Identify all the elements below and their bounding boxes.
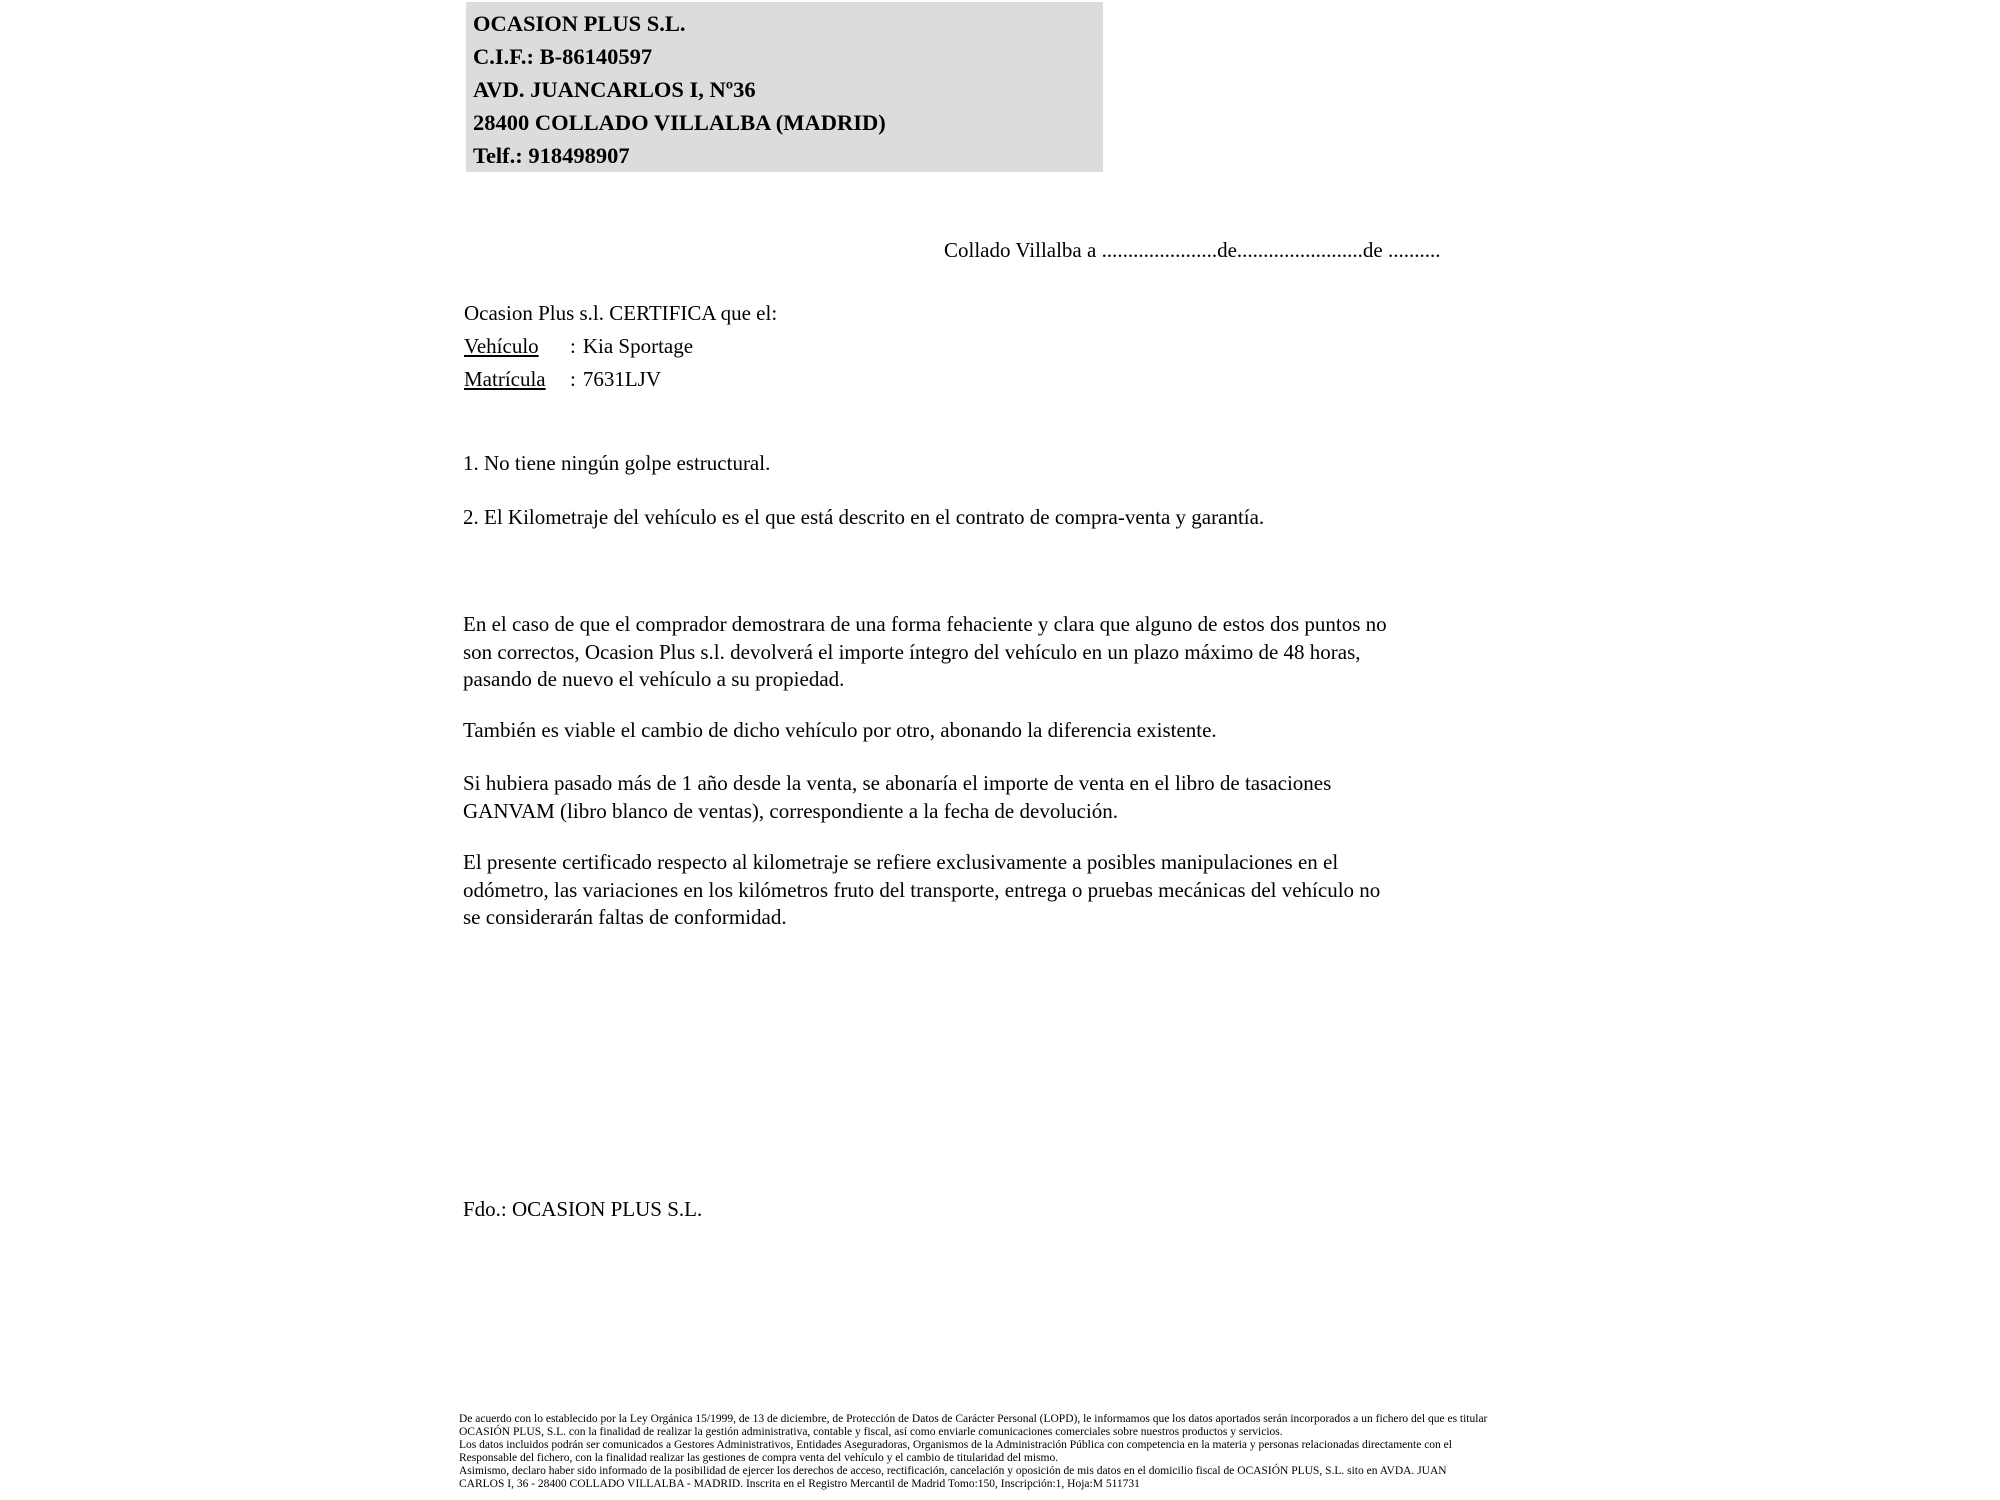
- plate-field-row: [464, 363, 777, 396]
- plate-field-value: 7631LJV: [582, 367, 662, 391]
- company-header-block: [466, 2, 1103, 172]
- certification-block: [464, 297, 777, 396]
- certifies-intro: Ocasion Plus s.l. CERTIFICA que el:: [464, 301, 778, 325]
- paragraph-line: se considerarán faltas de conformidad.: [463, 905, 787, 929]
- vehicle-field-value: Kia Sportage: [582, 334, 694, 358]
- paragraph-line: En el caso de que el comprador demostrara de una forma fehaciente y clara que alguno de estos dos puntos no: [463, 612, 1387, 636]
- company-name: OCASION PLUS S.L.: [473, 11, 686, 36]
- paragraph-line: son correctos, Ocasion Plus s.l. devolverá el importe íntegro del vehículo en un plazo máximo de 48 horas,: [463, 639, 1361, 664]
- vehicle-field-separator: :: [570, 334, 576, 358]
- company-city: 28400 COLLADO VILLALBA (MADRID): [473, 110, 886, 135]
- vehicle-field-row: [464, 330, 777, 363]
- ganvam-paragraph: [463, 770, 1331, 825]
- legal-footer: [459, 1413, 1487, 1490]
- plate-field-label: Matrícula: [464, 367, 546, 391]
- paragraph-line: También es viable el cambio de dicho vehículo por otro, abonando la diferencia existente.: [463, 718, 1217, 742]
- plate-field-separator: :: [570, 367, 576, 391]
- company-cif: C.I.F.: B-86140597: [473, 44, 653, 69]
- exchange-paragraph: [463, 717, 1217, 745]
- vehicle-field-label: Vehículo: [464, 334, 539, 358]
- odometer-disclaimer-paragraph: [463, 849, 1380, 932]
- legal-footer-line: Los datos incluidos podrán ser comunicados a Gestores Administrativos, Entidades Aseguradoras, Organismos de la Administración Pública con competencia en la materia y personas relacionadas directamente con el: [459, 1438, 1452, 1451]
- certified-point-1: 1. No tiene ningún golpe estructural.: [463, 451, 771, 475]
- paragraph-line: El presente certificado respecto al kilometraje se refiere exclusivamente a posibles manipulaciones en el: [463, 850, 1339, 874]
- signature-line: Fdo.: OCASION PLUS S.L.: [463, 1197, 703, 1221]
- legal-footer-line: Responsable del fichero, con la finalidad realizar las gestiones de compra venta del vehículo y el cambio de titularidad del mismo.: [459, 1451, 1059, 1464]
- certified-point-2: 2. El Kilometraje del vehículo es el que está descrito en el contrato de compra-venta y garantía.: [463, 505, 1265, 529]
- legal-footer-line: OCASIÓN PLUS, S.L. con la finalidad de realizar la gestión administrativa, contable y fiscal, así como enviarle comunicaciones comerciales sobre nuestros productos y servicios.: [459, 1425, 1283, 1438]
- refund-paragraph: [463, 611, 1387, 694]
- legal-footer-line: CARLOS I, 36 - 28400 COLLADO VILLALBA - MADRID. Inscrita en el Registro Mercantil de Madrid Tomo:150, Inscripción:1, Hoja:M 511731: [459, 1477, 1140, 1490]
- company-phone: Telf.: 918498907: [473, 143, 630, 168]
- paragraph-line: Si hubiera pasado más de 1 año desde la venta, se abonaría el importe de venta en el libro de tasaciones: [463, 771, 1332, 795]
- paragraph-line: pasando de nuevo el vehículo a su propiedad.: [463, 667, 845, 691]
- date-line: Collado Villalba a ......................de........................de ..........: [944, 238, 1441, 262]
- legal-footer-line: De acuerdo con lo establecido por la Ley Orgánica 15/1999, de 13 de diciembre, de Protección de Datos de Carácter Personal (LOPD), le informamos que los datos aportados serán incorporados a un fichero del que es titular: [459, 1413, 1488, 1425]
- paragraph-line: odómetro, las variaciones en los kilómetros fruto del transporte, entrega o pruebas mecánicas del vehículo no: [463, 877, 1381, 902]
- legal-footer-line: Asimismo, declaro haber sido informado de la posibilidad de ejercer los derechos de acceso, rectificación, cancelación y oposición de mis datos en el domicilio fiscal de OCASIÓN PLUS, S.L. sito en AVDA. JUAN: [459, 1464, 1447, 1477]
- company-address: AVD. JUANCARLOS I, Nº36: [473, 77, 756, 102]
- paragraph-line: GANVAM (libro blanco de ventas), correspondiente a la fecha de devolución.: [463, 798, 1119, 823]
